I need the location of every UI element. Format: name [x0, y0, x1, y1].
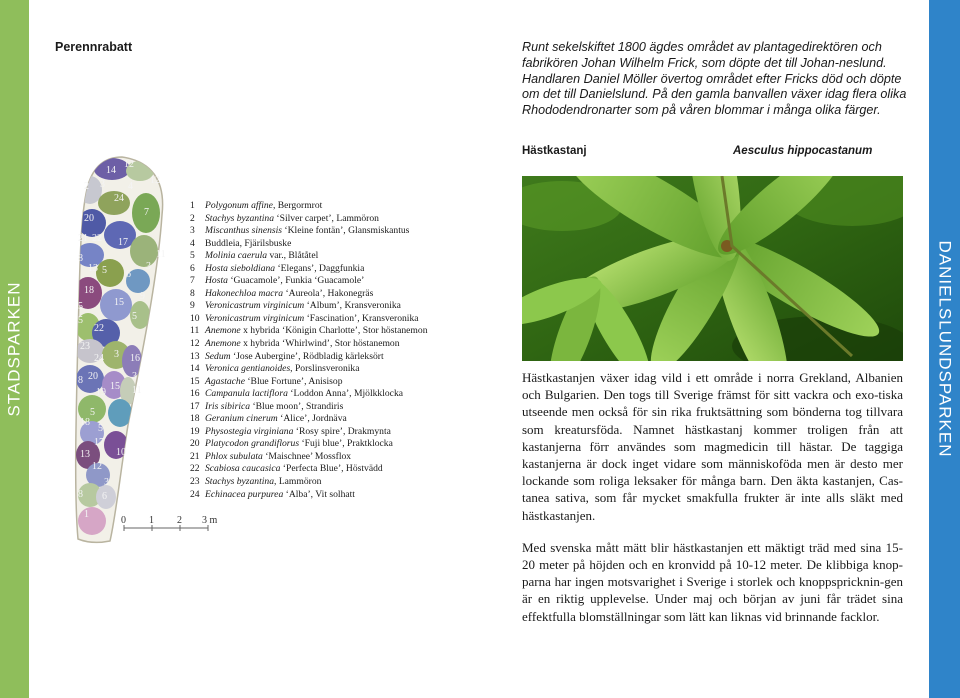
legend-text: [205, 451, 351, 464]
legend-common-name: ‘Silver carpet’, Lammöron: [274, 212, 379, 224]
legend-common-name: ‘Elegans’, Daggfunkia: [275, 262, 365, 274]
left-side-tab: [0, 0, 29, 698]
legend-common-name: , Lammöron: [274, 476, 322, 488]
legend-text: [205, 489, 355, 502]
legend-number: 15: [190, 375, 200, 387]
legend-text: [205, 263, 364, 276]
legend-latin-name: Geranium cinerum: [205, 413, 278, 425]
legend-common-name: x hybrida ‘Whirlwind’, Stor höstanemon: [240, 338, 400, 350]
legend-number: 5: [190, 250, 195, 262]
legend-item: [190, 451, 480, 464]
legend-latin-name: Physostegia virginiana: [205, 425, 294, 437]
legend-number: 23: [190, 476, 200, 488]
body-paragraph: Hästkastanjen växer idag vild i ett område i norra Grekland, Albanien och Bulgarien. Den togs till Sverige främst för sitt vackra och exo-tiska utseende men också för sin rika fruktsättning som bönderna tog tillvara som kreatursföda. Namnet hästkastanj kommer troligen från att kastanjerna förr användes som magmedicin till hästar. De taggiga kastanjerna är dock inget vidare som människoföda men är desto mer lockande som roliga leksaker för många barn. Den äkta kastanjen, Cas-tanea sativa, som får mycket smakfulla frukter är inte alls släkt med hästkastanjen.: [522, 370, 903, 523]
bed-number: 5: [90, 407, 95, 418]
legend-text: [205, 238, 291, 251]
legend-common-name: ‘Alice’, Jordnäva: [277, 413, 347, 425]
legend-number: 9: [190, 300, 195, 312]
bed-number: 10: [116, 447, 126, 458]
bed-number: 22: [94, 323, 104, 334]
legend-common-name: ‘Aureola’, Hakonegräs: [283, 287, 374, 299]
legend-number: 17: [190, 400, 200, 412]
bed-number: 20: [88, 371, 98, 382]
bed-number: 16: [130, 353, 140, 364]
legend-item: [190, 238, 480, 251]
bed-number: 23: [80, 341, 90, 352]
legend-item: [190, 401, 480, 414]
legend-item: [190, 463, 480, 476]
legend-text: [205, 325, 428, 338]
legend-item: [190, 275, 480, 288]
legend-common-name: Buddleia, Fjärilsbuske: [205, 237, 292, 249]
legend-number: 10: [190, 312, 200, 324]
plant-legend: [190, 200, 480, 501]
scale-label: 0: [121, 515, 126, 526]
bed-number: 7: [144, 207, 149, 218]
legend-latin-name: Sedum: [205, 350, 231, 362]
legend-common-name: , Bergormrot: [272, 200, 323, 211]
bed-number: 3: [132, 371, 137, 382]
legend-item: [190, 388, 480, 401]
bed-number: 19: [96, 387, 106, 398]
legend-latin-name: Platycodon grandiflorus: [205, 438, 300, 450]
legend-latin-name: Scabiosa caucasica: [205, 463, 281, 475]
legend-item: [190, 476, 480, 489]
bed-number: 12: [92, 461, 102, 472]
legend-item: [190, 263, 480, 276]
legend-number: 3: [190, 225, 195, 237]
legend-latin-name: Anemone: [205, 338, 241, 350]
bed-number: 17: [94, 437, 104, 448]
legend-common-name: ‘Blue moon’, Strandiris: [250, 400, 344, 412]
bed-number: 3: [100, 179, 105, 190]
legend-number: 12: [190, 338, 200, 350]
bed-number: 8: [78, 489, 83, 500]
legend-latin-name: Veronicastrum virginicum: [205, 312, 305, 324]
legend-common-name: ‘Rosy spire’, Drakmynta: [293, 425, 391, 437]
legend-latin-name: Veronicastrum virginicum: [205, 300, 305, 312]
legend-text: [205, 338, 400, 351]
bed-number: 8: [78, 253, 83, 264]
bed-number: 3: [146, 261, 151, 272]
legend-number: 1: [190, 200, 195, 211]
legend-latin-name: Phlox subulata: [205, 450, 263, 462]
legend-text: [205, 438, 393, 451]
legend-common-name: ‘Album’, Kransveronika: [304, 300, 401, 312]
bed-number: 5: [132, 311, 137, 322]
legend-common-name: ‘Fuji blue’, Praktklocka: [299, 438, 393, 450]
horse-chestnut-photo: [522, 176, 903, 361]
bed-number: 12: [124, 159, 134, 170]
legend-number: 16: [190, 388, 200, 400]
scale-label: 3 m: [202, 515, 218, 526]
legend-item: [190, 288, 480, 301]
bed-number: 5: [78, 315, 83, 326]
legend-number: 14: [190, 363, 200, 375]
legend-item: [190, 438, 480, 451]
perennial-bed-plan: [70, 155, 182, 545]
scale-bar: [118, 514, 228, 536]
legend-item: [190, 250, 480, 263]
legend-common-name: , Porslinsveronika: [290, 363, 360, 375]
legend-number: 11: [190, 325, 200, 337]
legend-text: [205, 250, 318, 263]
legend-number: 13: [190, 350, 200, 362]
legend-latin-name: Veronica gentianoides: [205, 363, 291, 375]
legend-text: [205, 275, 364, 288]
legend-common-name: ‘Jose Aubergine’, Rödbladig kärleksört: [230, 350, 384, 362]
legend-number: 20: [190, 438, 200, 450]
bed-number: 4: [128, 181, 133, 192]
bed-number: 18: [80, 417, 90, 428]
legend-latin-name: Polygonum affine: [205, 200, 273, 211]
bed-number: 21: [78, 233, 88, 244]
legend-text: [205, 300, 401, 313]
legend-latin-name: Iris sibirica: [205, 400, 251, 412]
scale-label: 2: [177, 515, 182, 526]
legend-text: [205, 426, 391, 439]
bed-number: 2: [84, 181, 89, 192]
legend-item: [190, 338, 480, 351]
legend-latin-name: Stachys byzantina: [205, 212, 275, 224]
legend-item: [190, 313, 480, 326]
bed-number: 13: [88, 263, 98, 274]
legend-text: [205, 363, 359, 376]
legend-number: 21: [190, 450, 200, 462]
legend-number: 4: [190, 237, 195, 249]
bed-number: 11: [156, 249, 166, 260]
legend-number: 2: [190, 212, 195, 224]
legend-number: 22: [190, 463, 200, 475]
bed-number: 24: [114, 193, 124, 204]
bed-number: 9: [140, 291, 145, 302]
legend-item: [190, 325, 480, 338]
legend-item: [190, 225, 480, 238]
bed-number: 6: [102, 491, 107, 502]
legend-item: [190, 376, 480, 389]
legend-text: [205, 313, 419, 326]
legend-text: [205, 413, 347, 426]
legend-item: [190, 213, 480, 226]
legend-common-name: ‘Loddon Anna’, Mjölkklocka: [287, 388, 403, 400]
legend-common-name: ‘Fascination’, Kransveronika: [304, 312, 419, 324]
legend-text: [205, 463, 383, 476]
legend-text: [205, 376, 343, 389]
bed-number: 6: [126, 269, 131, 280]
intro-text: Runt sekelskiftet 1800 ägdes området av plantagedirektören och fabrikören Johan Wilhelm Frick, som döpte det till Johan-neslund. Handlaren Daniel Möller övertog området efter Fricks död och döpte om det till Danielslund. På den gamla banvallen växer idag flera olika Rhododendronarter som på våren blommar i många olika färger.: [522, 40, 907, 118]
body-paragraph: Med svenska mått mätt blir hästkastanjen ett mäktigt träd med sina 15-20 meter på höjden och en kronvidd på 10-12 meter. De klibbiga knop-parna har ingen motsvarighet i Sverige i storlek och knoppspricknin-gen är en riktig upplevelse. Under maj och början av juni får trädet sina effektfulla blomställningar som lätt kan liknas vid brinnande facklor.: [522, 539, 903, 624]
side-label-danielslundsparken: DANIELSLUNDSPARKEN: [935, 240, 955, 458]
legend-common-name: ‘Kleine fontän’, Glansmiskantus: [282, 225, 410, 237]
bed-number: 17: [118, 237, 128, 248]
legend-latin-name: Stachys byzantina: [205, 476, 275, 488]
legend-text: [205, 401, 343, 414]
legend-number: 19: [190, 425, 200, 437]
legend-number: 7: [190, 275, 195, 287]
bed-number: 22: [92, 233, 102, 244]
body-text: [522, 369, 903, 640]
bed-number: 15: [110, 381, 120, 392]
bed-number: 14: [106, 165, 116, 176]
legend-latin-name: Hosta: [205, 275, 228, 287]
bed-number: 3: [104, 477, 109, 488]
legend-common-name: ‘Blue Fortune’, Anisisop: [244, 375, 343, 387]
legend-number: 24: [190, 488, 200, 500]
legend-text: [205, 351, 384, 364]
legend-common-name: ‘Alba’, Vit solhatt: [283, 488, 355, 500]
bed-number: 1: [84, 509, 89, 520]
legend-common-name: ‘Guacamole’, Funkia ‘Guacamole’: [227, 275, 365, 287]
legend-text: [205, 476, 321, 489]
legend-common-name: ‘Perfecta Blue’, Höstvädd: [280, 463, 383, 475]
legend-latin-name: Anemone: [205, 325, 241, 337]
bed-number: 18: [84, 285, 94, 296]
legend-latin-name: Campanula lactiflora: [205, 388, 288, 400]
bed-number: 20: [84, 213, 94, 224]
legend-item: [190, 200, 480, 213]
plant-latin-name: Aesculus hippocastanum: [733, 145, 873, 157]
legend-text: [205, 200, 322, 213]
legend-common-name: ‘Maischnee’ Mossflox: [262, 450, 352, 462]
legend-item: [190, 351, 480, 364]
legend-text: [205, 388, 403, 401]
legend-latin-name: Hakonechloa macra: [205, 287, 284, 299]
legend-text: [205, 213, 379, 226]
bed-number: 5: [102, 265, 107, 276]
bed-number: 13: [80, 449, 90, 460]
bed-number: 12: [150, 175, 160, 186]
legend-common-name: x hybrida ‘Königin Charlotte’, Stor höstanemon: [240, 325, 428, 337]
legend-number: 6: [190, 262, 195, 274]
scale-label: 1: [149, 515, 154, 526]
legend-latin-name: Hosta sieboldiana: [205, 262, 276, 274]
legend-number: 18: [190, 413, 200, 425]
legend-text: [205, 225, 409, 238]
plant-name: Hästkastanj: [522, 145, 587, 157]
legend-item: [190, 413, 480, 426]
bed-number: 3: [114, 349, 119, 360]
legend-item: [190, 426, 480, 439]
bed-number: 5: [98, 423, 103, 434]
bed-number: 8: [78, 375, 83, 386]
legend-item: [190, 363, 480, 376]
bed-number: 24: [94, 353, 104, 364]
bed-number: 5: [78, 301, 83, 312]
legend-text: [205, 288, 373, 301]
legend-latin-name: Echinacea purpurea: [205, 488, 284, 500]
legend-number: 8: [190, 287, 195, 299]
legend-latin-name: Molinia caerula: [205, 250, 268, 262]
bed-number: 11: [132, 385, 142, 396]
section-title: Perennrabatt: [55, 40, 133, 54]
legend-item: [190, 489, 480, 502]
side-label-stadsparken: STADSPARKEN: [5, 281, 25, 417]
right-side-tab: [929, 0, 960, 698]
legend-latin-name: Agastache: [205, 375, 245, 387]
bed-number: 15: [114, 297, 124, 308]
legend-item: [190, 300, 480, 313]
legend-latin-name: Miscanthus sinensis: [205, 225, 283, 237]
legend-common-name: var., Blåtåtel: [267, 250, 319, 262]
